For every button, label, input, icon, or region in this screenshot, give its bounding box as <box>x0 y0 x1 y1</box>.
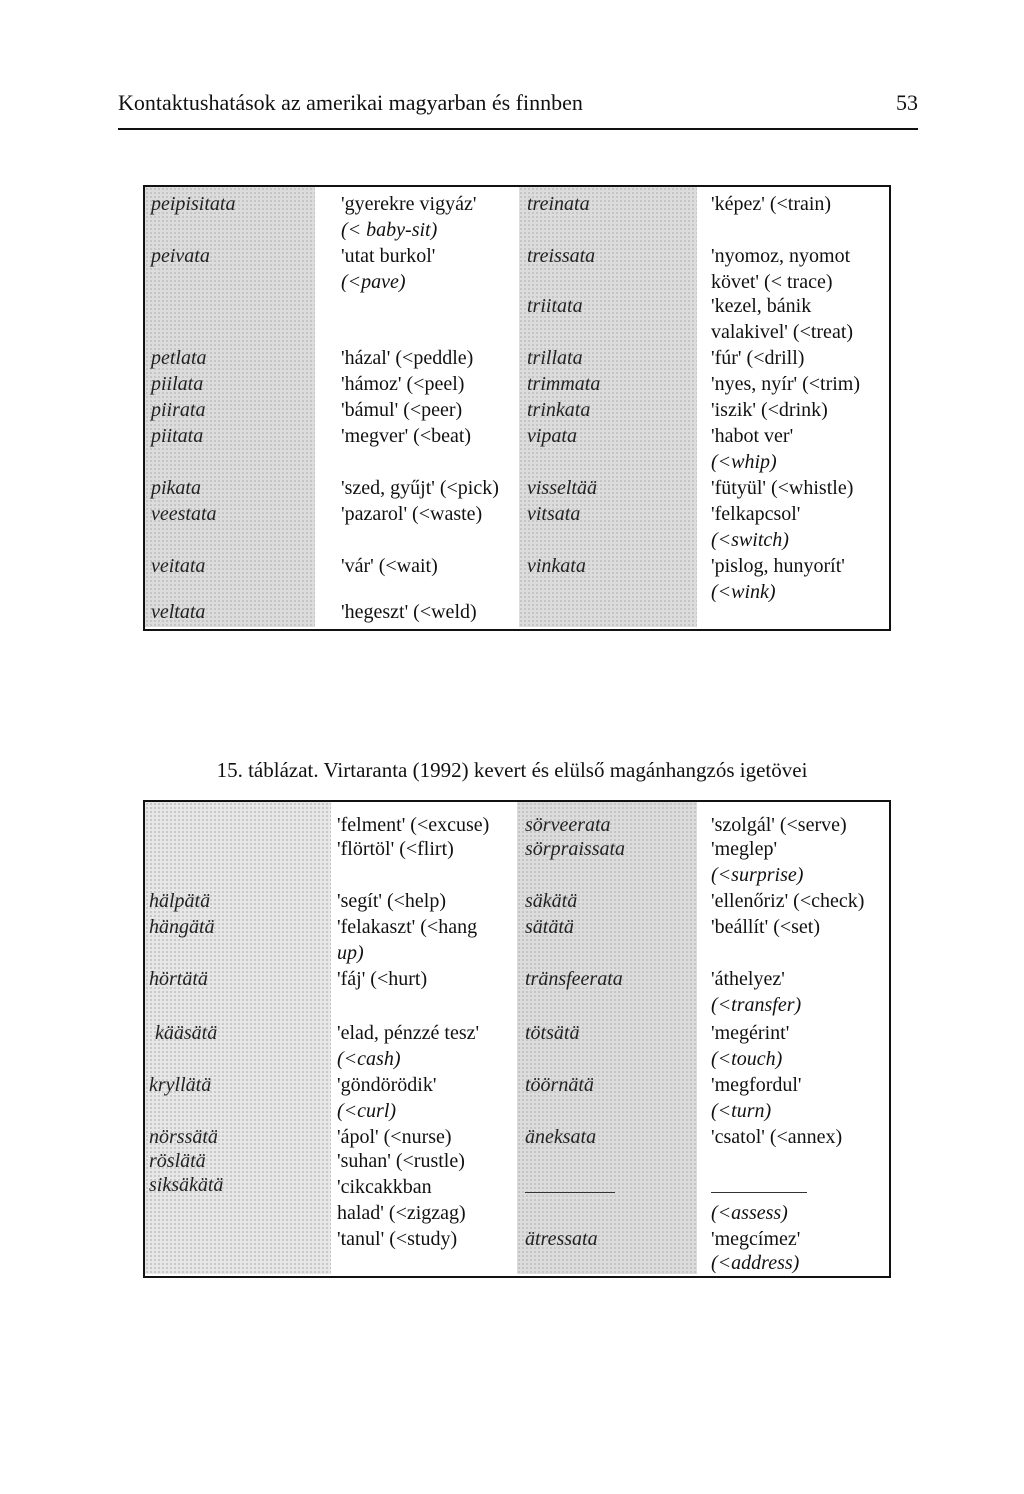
verb-gloss: 'szolgál' (<serve) <box>711 814 847 836</box>
verb-gloss: 'elad, pénzzé tesz' <box>337 1022 480 1044</box>
verb-table-2 <box>143 800 891 1278</box>
verb-word: säkätä <box>525 890 578 912</box>
verb-word: vinkata <box>527 555 586 577</box>
verb-word: tötsätä <box>525 1022 580 1044</box>
verb-gloss <box>337 940 364 966</box>
verb-word: peipisitata <box>151 193 236 215</box>
gloss-source: (<touch) <box>711 1048 783 1070</box>
verb-word: piilata <box>151 373 204 395</box>
verb-gloss <box>337 1046 400 1072</box>
obscured-word-line <box>525 1192 615 1193</box>
verb-gloss <box>711 579 776 605</box>
verb-gloss: 'ápol' (<nurse) <box>337 1126 452 1148</box>
verb-gloss: 'megver' (<beat) <box>341 425 472 447</box>
verb-gloss: 'cikcakkban <box>337 1176 432 1198</box>
verb-gloss: 'felakaszt' (<hang <box>337 916 478 938</box>
verb-gloss: 'göndörödik' <box>337 1074 437 1096</box>
verb-gloss: 'beállít' (<set) <box>711 916 821 938</box>
table-caption: 15. táblázat. Virtaranta (1992) kevert és elülső magánhangzós igetövei <box>216 758 808 782</box>
verb-table-1 <box>143 185 891 631</box>
verb-word: veitata <box>151 555 206 577</box>
gloss-source: (<switch) <box>711 529 789 551</box>
verb-gloss: 'felkapcsol' <box>711 503 801 525</box>
verb-gloss: 'fáj' (<hurt) <box>337 968 428 990</box>
verb-gloss: 'kezel, bánik <box>711 295 812 317</box>
verb-word: triitata <box>527 295 583 317</box>
verb-gloss: 'hámoz' (<peel) <box>341 373 465 395</box>
verb-gloss <box>341 269 406 295</box>
verb-gloss: 'habot ver' <box>711 425 794 447</box>
verb-gloss <box>711 1046 782 1072</box>
gloss-source: (<address) <box>711 1252 800 1274</box>
verb-word: hälpätä <box>149 890 211 912</box>
gloss-source: (<curl) <box>337 1100 397 1122</box>
running-title: Kontaktushatások az amerikai magyarban és finnben <box>118 90 583 115</box>
verb-gloss: 'fúr' (<drill) <box>711 347 805 369</box>
verb-word: pikata <box>151 477 201 499</box>
gloss-source: (<cash) <box>337 1048 401 1070</box>
gloss-source: (<pave) <box>341 271 406 293</box>
verb-word: sätätä <box>525 916 574 938</box>
verb-gloss <box>711 992 801 1018</box>
verb-word: veestata <box>151 503 217 525</box>
verb-word: siksäkätä <box>149 1174 224 1196</box>
verb-gloss: 'suhan' (<rustle) <box>337 1150 465 1172</box>
verb-word: hörtätä <box>149 968 208 990</box>
verb-word: vipata <box>527 425 577 447</box>
verb-gloss: 'nyes, nyír' (<trim) <box>711 373 861 395</box>
verb-gloss: 'szed, gyűjt' (<pick) <box>341 477 499 499</box>
verb-word: peivata <box>151 245 210 267</box>
verb-word: trimmata <box>527 373 601 395</box>
verb-gloss: 'pislog, hunyorít' <box>711 555 845 577</box>
verb-gloss: 'nyomoz, nyomot <box>711 245 851 267</box>
verb-gloss: 'hegeszt' (<weld) <box>341 601 477 623</box>
verb-gloss: 'iszik' (<drink) <box>711 399 828 421</box>
verb-word: äneksata <box>525 1126 597 1148</box>
verb-word: nörssätä <box>149 1126 218 1148</box>
verb-gloss: 'utat burkol' <box>341 245 436 267</box>
verb-gloss <box>711 862 803 888</box>
verb-word: petlata <box>151 347 207 369</box>
verb-word: kääsätä <box>155 1022 218 1044</box>
verb-gloss <box>711 527 789 553</box>
gloss-source: (<turn) <box>711 1100 772 1122</box>
obscured-gloss-line <box>711 1192 807 1193</box>
gloss-source: (<transfer) <box>711 994 802 1016</box>
verb-gloss <box>711 1200 788 1226</box>
verb-gloss: követ' (< trace) <box>711 271 833 293</box>
verb-word: treissata <box>527 245 596 267</box>
verb-gloss: 'házal' (<peddle) <box>341 347 474 369</box>
verb-gloss <box>341 217 437 243</box>
verb-word: hängätä <box>149 916 215 938</box>
verb-gloss: 'vár' (<wait) <box>341 555 438 577</box>
verb-word: sörpraissata <box>525 838 626 860</box>
verb-gloss: 'flörtöl' (<flirt) <box>337 838 454 860</box>
gloss-source: (<surprise) <box>711 864 804 886</box>
verb-gloss: 'segít' (<help) <box>337 890 447 912</box>
verb-word: treinata <box>527 193 590 215</box>
gloss-source: (<wink) <box>711 581 776 603</box>
verb-gloss: 'megfordul' <box>711 1074 802 1096</box>
verb-word: veltata <box>151 601 206 623</box>
verb-word: visseltää <box>527 477 597 499</box>
verb-gloss: 'ellenőriz' (<check) <box>711 890 865 912</box>
verb-gloss: 'képez' (<train) <box>711 193 832 215</box>
page-header <box>118 88 918 130</box>
verb-gloss <box>337 1098 396 1124</box>
verb-gloss: halad' (<zigzag) <box>337 1202 466 1224</box>
verb-word: röslätä <box>149 1150 206 1172</box>
gloss-source: (<whip) <box>711 451 777 473</box>
verb-gloss: 'bámul' (<peer) <box>341 399 463 421</box>
verb-word: piirata <box>151 399 206 421</box>
verb-gloss: 'áthelyez' <box>711 968 785 990</box>
verb-gloss <box>711 1250 799 1276</box>
verb-gloss <box>711 1098 771 1124</box>
verb-word: ätressata <box>525 1228 598 1250</box>
verb-gloss: 'megérint' <box>711 1022 790 1044</box>
gloss-source: (< baby-sit) <box>341 219 438 241</box>
verb-gloss: 'meglep' <box>711 838 778 860</box>
gloss-source: (<assess) <box>711 1202 788 1224</box>
verb-gloss: valakivel' (<treat) <box>711 321 854 343</box>
verb-gloss <box>711 449 777 475</box>
verb-word: trinkata <box>527 399 591 421</box>
verb-word: vitsata <box>527 503 581 525</box>
gloss-source: up) <box>337 942 364 964</box>
verb-gloss: 'felment' (<excuse) <box>337 814 490 836</box>
verb-word: tränsfeerata <box>525 968 623 990</box>
verb-word: trillata <box>527 347 583 369</box>
verb-gloss: 'megcímez' <box>711 1228 801 1250</box>
verb-gloss: 'gyerekre vigyáz' <box>341 193 477 215</box>
verb-word: piitata <box>151 425 204 447</box>
verb-word: töörnätä <box>525 1074 594 1096</box>
verb-word: sörveerata <box>525 814 611 836</box>
verb-gloss: 'tanul' (<study) <box>337 1228 458 1250</box>
verb-gloss: 'csatol' (<annex) <box>711 1126 843 1148</box>
verb-gloss: 'fütyül' (<whistle) <box>711 477 854 499</box>
verb-word: kryllätä <box>149 1074 212 1096</box>
page-number: 53 <box>896 90 918 115</box>
verb-gloss: 'pazarol' (<waste) <box>341 503 483 525</box>
